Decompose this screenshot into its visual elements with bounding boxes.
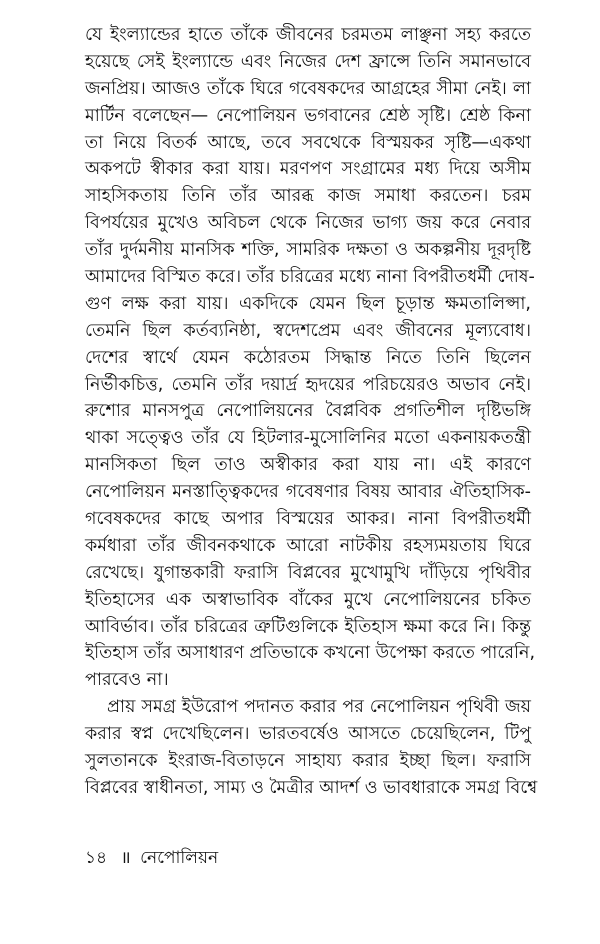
- text-line: হয়েছে সেই ইংল্যান্ডে এবং নিজের দেশ ফ্রান্সে তিনি সমানভাবে: [85, 51, 531, 72]
- text-line: জনপ্রিয়। আজও তাঁকে ঘিরে গবেষকদের আগ্রহের সীমা নেই। লা: [85, 78, 531, 99]
- text-line: ইতিহাসের এক অস্বাভাবিক বাঁকের মুখে নেপোলিয়নের চকিত: [85, 589, 531, 610]
- text-line: থাকা সত্ত্বেও তাঁর যে হিটলার-মুসোলিনির মতো একনায়কতন্ত্রী: [85, 428, 531, 449]
- text-line: তাঁর দুর্দমনীয় মানসিক শক্তি, সামরিক দক্ষতা ও অকল্পনীয় দূরদৃষ্টি: [85, 240, 531, 261]
- text-line: প্রায় সমগ্র ইউরোপ পদানত করার পর নেপোলিয়ন পৃথিবী জয়: [107, 697, 531, 718]
- text-line: সুলতানকে ইংরাজ-বিতাড়নে সাহায্য করার ইচ্ছা ছিল। ফরাসি: [85, 751, 531, 772]
- text-line: রেখেছে। যুগান্তকারী ফরাসি বিপ্লবের মুখোমুখি দাঁড়িয়ে পৃথিবীর: [85, 562, 531, 583]
- text-line: করার স্বপ্ন দেখেছিলেন। ভারতবর্ষেও আসতে চেয়েছিলেন, টিপু: [85, 724, 531, 745]
- text-line: দেশের স্বার্থে যেমন কঠোরতম সিদ্ধান্ত নিতে তিনি ছিলেন: [85, 347, 531, 368]
- text-line: বিপ্লবের স্বাধীনতা, সাম্য ও মৈত্রীর আদর্শ ও ভাবধারাকে সমগ্র বিশ্বে: [85, 777, 538, 798]
- text-line: রুশোর মানসপুত্র নেপোলিয়নের বৈপ্লবিক প্রগতিশীল দৃষ্টিভঙ্গি: [85, 401, 531, 422]
- text-line: পারবেও না।: [85, 670, 169, 691]
- text-line: অকপটে স্বীকার করা যায়। মরণপণ সংগ্রামের মধ্য দিয়ে অসীম: [85, 159, 531, 180]
- text-line: মানসিকতা ছিল তাও অস্বীকার করা যায় না। এই কারণে: [85, 455, 531, 476]
- text-line: বিপর্যয়ের মুখেও অবিচল থেকে নিজের ভাগ্য জয় করে নেবার: [85, 213, 531, 234]
- text-line: নেপোলিয়ন মনস্তাত্ত্বিকদের গবেষণার বিষয় আবার ঐতিহাসিক-: [85, 482, 531, 503]
- text-line: গুণ লক্ষ করা যায়। একদিকে যেমন ছিল চূড়ান্ত ক্ষমতালিপ্সা,: [85, 293, 531, 314]
- page-footer: [85, 845, 218, 873]
- text-line: তা নিয়ে বিতর্ক আছে, তবে সবথেকে বিস্ময়কর সৃষ্টি—একথা: [85, 132, 531, 153]
- text-line: মার্টিন বলেছেন— নেপোলিয়ন ভগবানের শ্রেষ্ঠ সৃষ্টি। শ্রেষ্ঠ কিনা: [85, 105, 531, 126]
- text-line: নির্ভীকচিত্ত, তেমনি তাঁর দয়ার্দ্র হৃদয়ের পরিচয়েরও অভাব নেই।: [85, 374, 531, 395]
- text-line: যে ইংল্যান্ডের হাতে তাঁকে জীবনের চরমতম লাঞ্ছনা সহ্য করতে: [85, 25, 531, 45]
- running-title: নেপোলিয়ন: [140, 848, 219, 868]
- text-line: গবেষকদের কাছে অপার বিস্ময়ের আকর। নানা বিপরীতধর্মী: [85, 509, 531, 530]
- text-line: কর্মধারা তাঁর জীবনকথাকে আরো নাটকীয় রহস্যময়তায় ঘিরে: [85, 535, 531, 556]
- text-line: ইতিহাস তাঁর অসাধারণ প্রতিভাকে কখনো উপেক্ষা করতে পারেনি,: [85, 643, 536, 664]
- page-body-text: [85, 22, 538, 802]
- text-line: তেমনি ছিল কর্তব্যনিষ্ঠা, স্বদেশপ্রেম এবং জীবনের মূল্যবোধ।: [85, 320, 531, 341]
- text-line: আমাদের বিস্মিত করে। তাঁর চরিত্রের মধ্যে নানা বিপরীতধর্মী দোষ-: [85, 267, 535, 288]
- footer-separator: ॥: [120, 848, 131, 868]
- page-number: ১৪: [85, 848, 108, 868]
- text-line: সাহসিকতায় তিনি তাঁর আরব্ধ কাজ সমাধা করতেন। চরম: [85, 186, 531, 207]
- text-line: আবির্ভাব। তাঁর চরিত্রের ত্রুটিগুলিকে ইতিহাস ক্ষমা করে নি। কিন্তু: [85, 616, 531, 637]
